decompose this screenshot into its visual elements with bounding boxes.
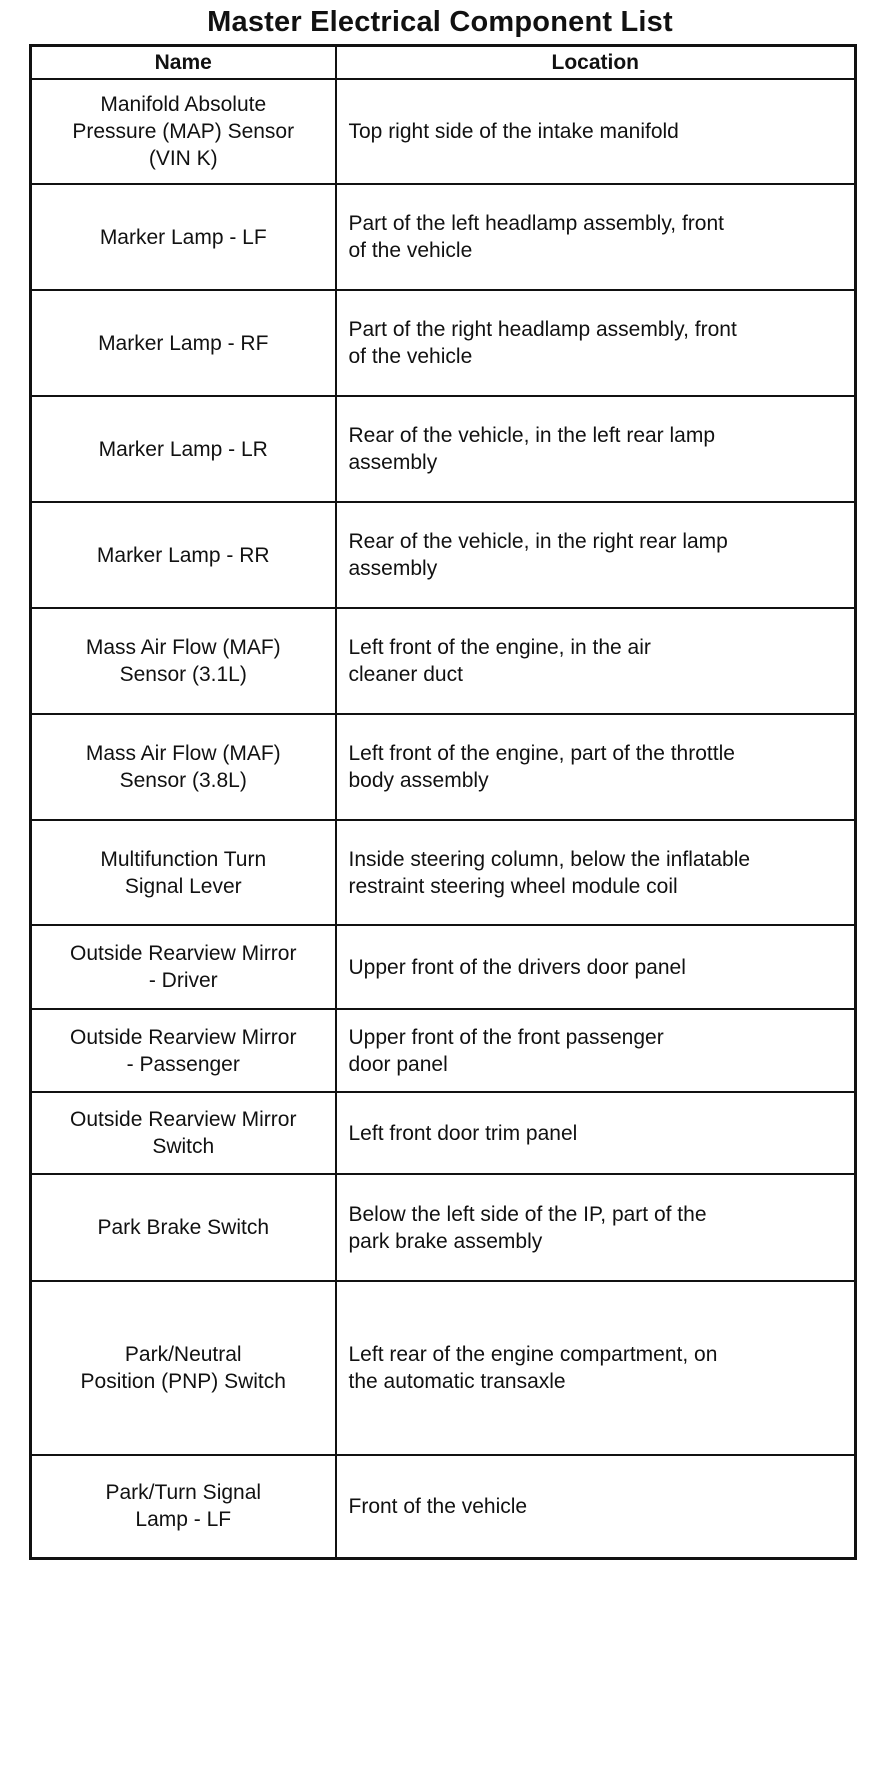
component-location [336, 290, 856, 396]
component-name [31, 79, 336, 184]
component-location [336, 1174, 856, 1281]
component-location-text: Left front door trim panel [348, 1121, 578, 1145]
column-header-name: Name [31, 46, 336, 80]
table-row [31, 714, 856, 820]
component-name [31, 502, 336, 608]
table-header-row [31, 46, 856, 80]
component-location-text: Top right side of the intake manifold [348, 120, 679, 143]
component-location-text: Inside steering column, below the inflatable restraint steering wheel module coil [348, 847, 751, 898]
component-location-text: Left front of the engine, part of the throttle body assembly [348, 742, 735, 792]
component-location [336, 1092, 856, 1174]
component-name-text: Outside Rearview Mirror Switch [70, 1108, 297, 1158]
component-name [31, 1281, 336, 1455]
table-row [31, 290, 856, 396]
component-name [31, 925, 336, 1009]
table-row [31, 1455, 856, 1558]
column-header-location: Location [336, 46, 856, 80]
component-location [336, 608, 856, 714]
component-name-text: Park Brake Switch [97, 1216, 270, 1239]
page-title: Master Electrical Component List [207, 6, 673, 38]
component-name [31, 1009, 336, 1092]
component-location [336, 1009, 856, 1092]
component-name-text: Manifold Absolute Pressure (MAP) Sensor (VIN K) [72, 93, 295, 170]
component-location [336, 1455, 856, 1558]
component-name-text: Park/Turn Signal Lamp - LF [105, 1481, 262, 1532]
component-name-text: Outside Rearview Mirror - Passenger [70, 1025, 297, 1076]
component-location-text: Upper front of the front passenger door panel [348, 1025, 664, 1076]
component-name-text: Multifunction Turn Signal Lever [100, 847, 267, 898]
table-row [31, 502, 856, 608]
component-name-text: Marker Lamp - RF [98, 331, 269, 355]
component-name-text: Outside Rearview Mirror - Driver [70, 942, 297, 992]
component-location [336, 714, 856, 820]
component-name-text: Mass Air Flow (MAF) Sensor (3.1L) [85, 636, 281, 686]
table-row [31, 1092, 856, 1174]
component-location-text: Part of the right headlamp assembly, front of the vehicle [348, 318, 737, 368]
component-name [31, 396, 336, 502]
table-row [31, 79, 856, 184]
component-location [336, 184, 856, 290]
component-name-text: Marker Lamp - RR [96, 543, 270, 567]
component-location [336, 820, 856, 925]
component-name-text: Marker Lamp - LR [98, 437, 268, 461]
component-name [31, 1455, 336, 1558]
table-row [31, 820, 856, 925]
component-name [31, 184, 336, 290]
component-name [31, 1174, 336, 1281]
component-location [336, 925, 856, 1009]
component-name [31, 1092, 336, 1174]
component-location-text: Part of the left headlamp assembly, front of the vehicle [348, 212, 724, 262]
component-name-text: Park/Neutral Position (PNP) Switch [80, 1343, 286, 1393]
component-location-text: Front of the vehicle [348, 1494, 528, 1518]
table-row [31, 1174, 856, 1281]
table-row [31, 396, 856, 502]
component-location [336, 1281, 856, 1455]
component-name [31, 820, 336, 925]
table-row [31, 1281, 856, 1455]
component-location [336, 79, 856, 184]
component-location-text: Upper front of the drivers door panel [348, 955, 686, 979]
component-table [29, 44, 857, 1560]
table-row [31, 608, 856, 714]
component-location-text: Left front of the engine, in the air cleaner duct [348, 636, 651, 686]
component-name-text: Marker Lamp - LF [99, 225, 267, 249]
table-row [31, 925, 856, 1009]
table-row [31, 184, 856, 290]
component-location-text: Rear of the vehicle, in the right rear lamp assembly [348, 530, 728, 580]
component-location-text: Left rear of the engine compartment, on the automatic transaxle [348, 1343, 718, 1393]
component-location-text: Rear of the vehicle, in the left rear lamp assembly [348, 424, 716, 474]
component-name [31, 290, 336, 396]
component-name [31, 608, 336, 714]
component-name-text: Mass Air Flow (MAF) Sensor (3.8L) [85, 742, 281, 792]
table-row [31, 1009, 856, 1092]
component-location [336, 502, 856, 608]
component-location [336, 396, 856, 502]
component-name [31, 714, 336, 820]
component-location-text: Below the left side of the IP, part of the park brake assembly [348, 1202, 707, 1253]
